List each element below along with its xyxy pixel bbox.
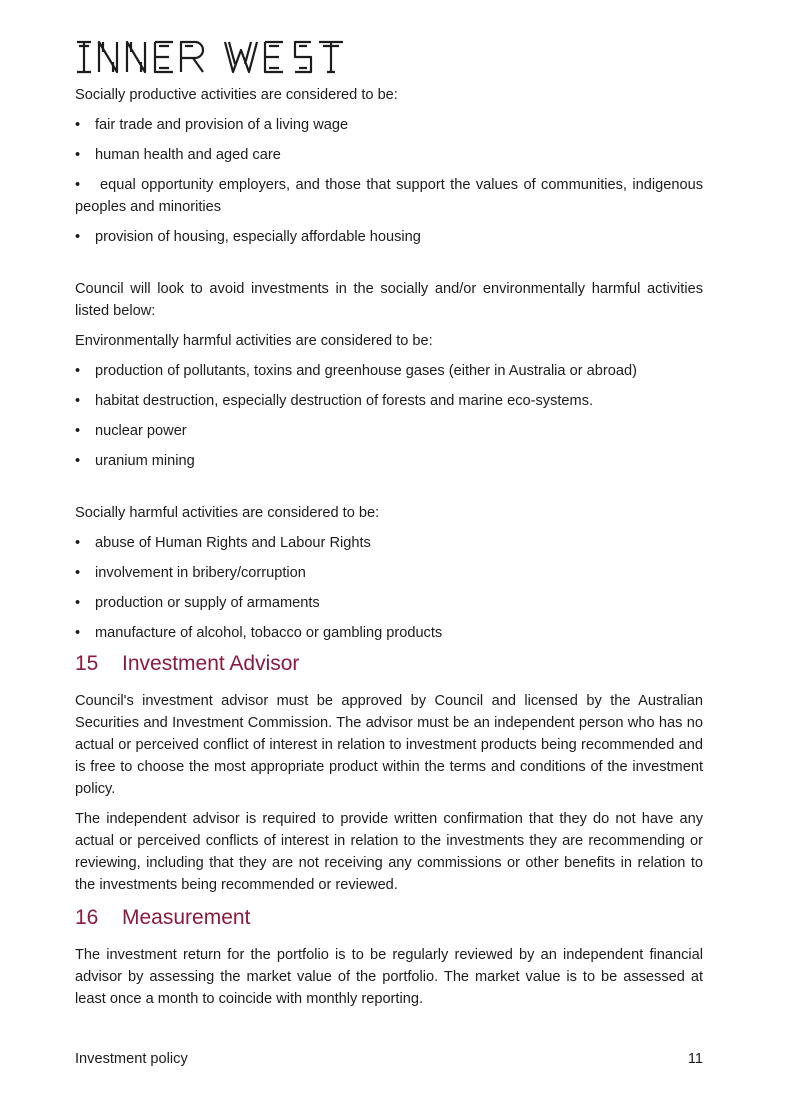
inner-west-logo (75, 38, 373, 76)
list-item: • production or supply of armaments (75, 595, 320, 611)
page-number: 11 (687, 1051, 703, 1067)
list-item: • involvement in bribery/corruption (75, 565, 306, 581)
section-title: Measurement (122, 906, 251, 929)
list-item: • equal opportunity employers, and those that support the values of communities, indigenous peoples and minorities (75, 177, 703, 215)
list-item: • nuclear power (75, 423, 187, 439)
list-item: • provision of housing, especially affordable housing (75, 229, 421, 245)
social-productive-intro: Socially productive activities are considered to be: (75, 87, 398, 103)
social-harmful-intro: Socially harmful activities are considered to be: (75, 505, 380, 521)
page-content (75, 84, 703, 1018)
list-item: • production of pollutants, toxins and greenhouse gases (either in Australia or abroad) (75, 363, 637, 379)
section-15-paragraph: The independent advisor is required to provide written confirmation that they do not have any actual or perceived conflicts of interest in relation to the investments they are recommending or reviewing, including that they are not receiving any commissions or other benefits in relation to the investments being recommended or reviewed. (75, 811, 703, 893)
list-item: • fair trade and provision of a living wage (75, 117, 349, 133)
document-page (75, 0, 703, 1110)
section-16-paragraph: The investment return for the portfolio is to be regularly reviewed by an independent financial advisor by assessing the market value of the portfolio. The market value is to be assessed at least once a month to coincide with monthly reporting. (75, 947, 703, 1007)
section-15-paragraph: Council's investment advisor must be approved by Council and licensed by the Australian Securities and Investment Commission. The advisor must be an independent person who has no actual or perceived conflict of interest in relation to investment products being recommended and is free to choose the most appropriate product within the terms and conditions of the investment policy. (75, 693, 703, 797)
social-harmful-list (75, 532, 703, 644)
section-16-heading (75, 904, 703, 932)
section-number: 16 (75, 906, 99, 929)
section-number: 15 (75, 652, 99, 675)
env-harmful-list (75, 360, 703, 472)
env-harmful-intro: Environmentally harmful activities are considered to be: (75, 333, 433, 349)
footer-doc-title: Investment policy (75, 1051, 188, 1067)
list-item: • manufacture of alcohol, tobacco or gambling products (75, 625, 443, 641)
page-footer (75, 1051, 703, 1067)
section-15-heading (75, 650, 703, 678)
avoid-intro: Council will look to avoid investments in the socially and/or environmentally harmful activities listed below: (75, 281, 703, 319)
social-productive-list (75, 114, 703, 248)
list-item: • abuse of Human Rights and Labour Rights (75, 535, 371, 551)
list-item: • habitat destruction, especially destruction of forests and marine eco-systems. (75, 393, 594, 409)
list-item: • uranium mining (75, 453, 195, 469)
list-item: • human health and aged care (75, 147, 281, 163)
section-title: Investment Advisor (122, 652, 300, 675)
